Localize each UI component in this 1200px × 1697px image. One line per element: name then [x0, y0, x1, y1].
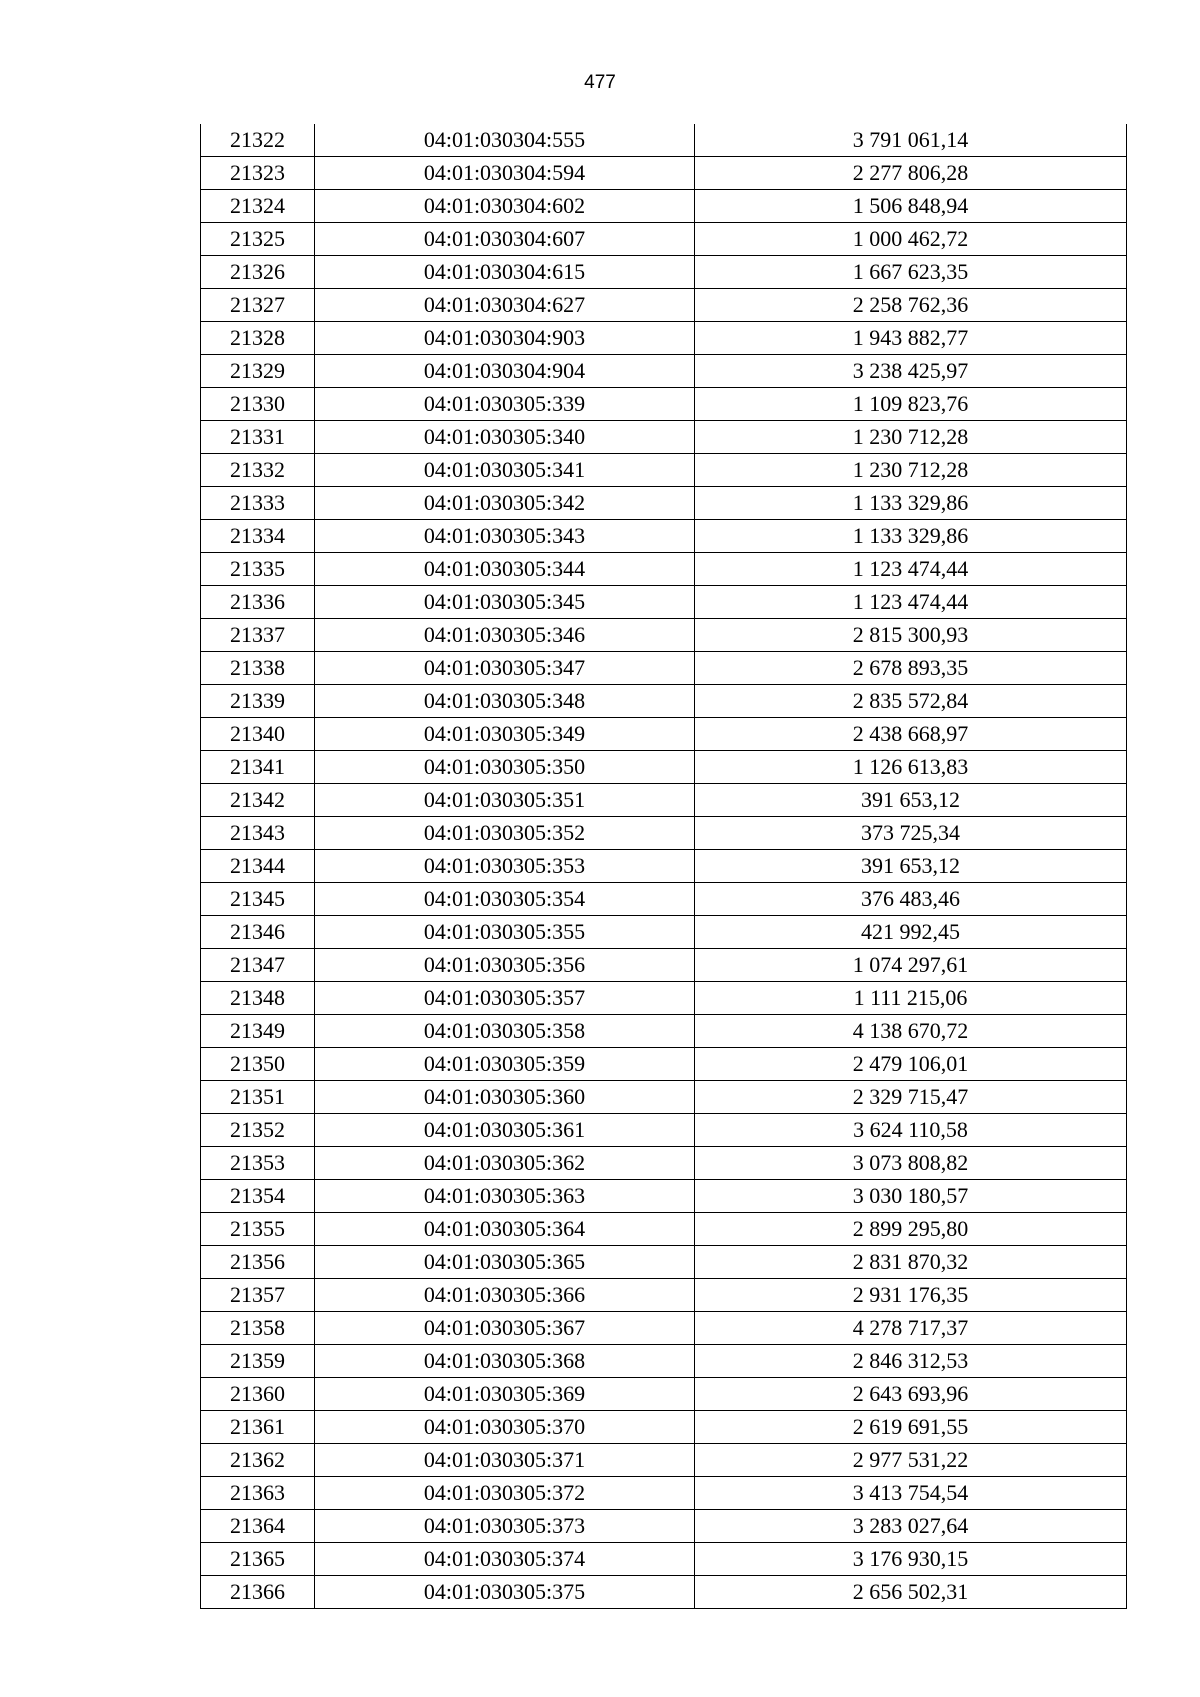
cadastral-value-cell: 2 438 668,97 [695, 718, 1127, 751]
cadastral-value-cell: 1 123 474,44 [695, 586, 1127, 619]
cadastral-number-cell: 04:01:030304:615 [315, 256, 695, 289]
row-number-cell: 21362 [201, 1444, 315, 1477]
table-row [201, 1345, 1127, 1378]
row-number-cell: 21342 [201, 784, 315, 817]
cadastral-value-cell: 4 138 670,72 [695, 1015, 1127, 1048]
cadastral-number-cell: 04:01:030304:904 [315, 355, 695, 388]
table-row [201, 619, 1127, 652]
cadastral-value-cell: 2 329 715,47 [695, 1081, 1127, 1114]
table-body [201, 124, 1127, 1609]
row-number-cell: 21350 [201, 1048, 315, 1081]
cadastral-number-cell: 04:01:030305:344 [315, 553, 695, 586]
page-number: 477 [584, 72, 616, 93]
cadastral-number-cell: 04:01:030305:345 [315, 586, 695, 619]
cadastral-number-cell: 04:01:030304:903 [315, 322, 695, 355]
table-row [201, 1081, 1127, 1114]
cadastral-value-cell: 4 278 717,37 [695, 1312, 1127, 1345]
cadastral-number-cell: 04:01:030304:607 [315, 223, 695, 256]
cadastral-number-cell: 04:01:030304:627 [315, 289, 695, 322]
cadastral-number-cell: 04:01:030305:362 [315, 1147, 695, 1180]
cadastral-value-cell: 2 479 106,01 [695, 1048, 1127, 1081]
table-row [201, 586, 1127, 619]
row-number-cell: 21363 [201, 1477, 315, 1510]
row-number-cell: 21336 [201, 586, 315, 619]
table-row [201, 124, 1127, 157]
cadastral-number-cell: 04:01:030305:342 [315, 487, 695, 520]
cadastral-number-cell: 04:01:030305:343 [315, 520, 695, 553]
row-number-cell: 21353 [201, 1147, 315, 1180]
table-row [201, 388, 1127, 421]
row-number-cell: 21332 [201, 454, 315, 487]
cadastral-number-cell: 04:01:030305:358 [315, 1015, 695, 1048]
row-number-cell: 21352 [201, 1114, 315, 1147]
table-row [201, 1444, 1127, 1477]
row-number-cell: 21355 [201, 1213, 315, 1246]
row-number-cell: 21326 [201, 256, 315, 289]
cadastral-number-cell: 04:01:030305:360 [315, 1081, 695, 1114]
cadastral-value-cell: 2 643 693,96 [695, 1378, 1127, 1411]
table-row [201, 487, 1127, 520]
cadastral-number-cell: 04:01:030305:349 [315, 718, 695, 751]
cadastral-value-cell: 376 483,46 [695, 883, 1127, 916]
row-number-cell: 21322 [201, 124, 315, 157]
cadastral-value-cell: 2 656 502,31 [695, 1576, 1127, 1609]
row-number-cell: 21349 [201, 1015, 315, 1048]
row-number-cell: 21343 [201, 817, 315, 850]
table-row [201, 1312, 1127, 1345]
table-row [201, 1279, 1127, 1312]
row-number-cell: 21365 [201, 1543, 315, 1576]
table-row [201, 1246, 1127, 1279]
cadastral-number-cell: 04:01:030305:355 [315, 916, 695, 949]
cadastral-number-cell: 04:01:030305:356 [315, 949, 695, 982]
row-number-cell: 21364 [201, 1510, 315, 1543]
cadastral-number-cell: 04:01:030305:339 [315, 388, 695, 421]
cadastral-value-cell: 1 000 462,72 [695, 223, 1127, 256]
cadastral-value-cell: 1 230 712,28 [695, 421, 1127, 454]
table-row [201, 289, 1127, 322]
cadastral-value-cell: 2 678 893,35 [695, 652, 1127, 685]
cadastral-value-cell: 1 123 474,44 [695, 553, 1127, 586]
table-row [201, 982, 1127, 1015]
row-number-cell: 21344 [201, 850, 315, 883]
row-number-cell: 21347 [201, 949, 315, 982]
cadastral-value-cell: 391 653,12 [695, 784, 1127, 817]
cadastral-number-cell: 04:01:030305:370 [315, 1411, 695, 1444]
cadastral-value-cell: 1 133 329,86 [695, 520, 1127, 553]
row-number-cell: 21360 [201, 1378, 315, 1411]
row-number-cell: 21345 [201, 883, 315, 916]
table-row [201, 322, 1127, 355]
cadastral-value-cell: 1 943 882,77 [695, 322, 1127, 355]
cadastral-number-cell: 04:01:030305:364 [315, 1213, 695, 1246]
cadastral-value-cell: 1 109 823,76 [695, 388, 1127, 421]
cadastral-value-cell: 3 413 754,54 [695, 1477, 1127, 1510]
cadastral-number-cell: 04:01:030305:351 [315, 784, 695, 817]
cadastral-number-cell: 04:01:030305:361 [315, 1114, 695, 1147]
table-row [201, 553, 1127, 586]
row-number-cell: 21325 [201, 223, 315, 256]
row-number-cell: 21361 [201, 1411, 315, 1444]
cadastral-number-cell: 04:01:030305:371 [315, 1444, 695, 1477]
table-row [201, 850, 1127, 883]
row-number-cell: 21329 [201, 355, 315, 388]
cadastral-value-cell: 3 238 425,97 [695, 355, 1127, 388]
table-row [201, 784, 1127, 817]
row-number-cell: 21358 [201, 1312, 315, 1345]
cadastral-value-cell: 2 931 176,35 [695, 1279, 1127, 1312]
cadastral-number-cell: 04:01:030305:346 [315, 619, 695, 652]
cadastral-number-cell: 04:01:030305:341 [315, 454, 695, 487]
cadastral-value-cell: 373 725,34 [695, 817, 1127, 850]
cadastral-number-cell: 04:01:030305:363 [315, 1180, 695, 1213]
row-number-cell: 21359 [201, 1345, 315, 1378]
cadastral-number-cell: 04:01:030305:367 [315, 1312, 695, 1345]
cadastral-value-cell: 2 899 295,80 [695, 1213, 1127, 1246]
row-number-cell: 21357 [201, 1279, 315, 1312]
row-number-cell: 21327 [201, 289, 315, 322]
table-row [201, 157, 1127, 190]
table-row [201, 1213, 1127, 1246]
cadastral-number-cell: 04:01:030305:348 [315, 685, 695, 718]
cadastral-value-cell: 2 835 572,84 [695, 685, 1127, 718]
cadastral-value-cell: 2 815 300,93 [695, 619, 1127, 652]
row-number-cell: 21330 [201, 388, 315, 421]
table-row [201, 1180, 1127, 1213]
cadastral-number-cell: 04:01:030304:594 [315, 157, 695, 190]
cadastral-number-cell: 04:01:030305:357 [315, 982, 695, 1015]
row-number-cell: 21338 [201, 652, 315, 685]
cadastral-number-cell: 04:01:030305:340 [315, 421, 695, 454]
row-number-cell: 21354 [201, 1180, 315, 1213]
table-row [201, 1477, 1127, 1510]
cadastral-value-cell: 391 653,12 [695, 850, 1127, 883]
cadastral-value-cell: 1 133 329,86 [695, 487, 1127, 520]
row-number-cell: 21366 [201, 1576, 315, 1609]
cadastral-number-cell: 04:01:030305:374 [315, 1543, 695, 1576]
table-row [201, 1147, 1127, 1180]
table-row [201, 718, 1127, 751]
cadastral-value-cell: 2 831 870,32 [695, 1246, 1127, 1279]
cadastral-value-cell: 3 176 930,15 [695, 1543, 1127, 1576]
table-row [201, 1411, 1127, 1444]
table-row [201, 817, 1127, 850]
cadastral-value-cell: 1 667 623,35 [695, 256, 1127, 289]
cadastral-number-cell: 04:01:030305:375 [315, 1576, 695, 1609]
cadastral-number-cell: 04:01:030305:359 [315, 1048, 695, 1081]
cadastral-value-cell: 3 283 027,64 [695, 1510, 1127, 1543]
table-row [201, 1510, 1127, 1543]
table-row [201, 454, 1127, 487]
table-row [201, 1378, 1127, 1411]
table-row [201, 916, 1127, 949]
cadastral-number-cell: 04:01:030305:369 [315, 1378, 695, 1411]
cadastral-number-cell: 04:01:030304:555 [315, 124, 695, 157]
row-number-cell: 21334 [201, 520, 315, 553]
cadastral-value-cell: 2 619 691,55 [695, 1411, 1127, 1444]
cadastral-value-cell: 3 624 110,58 [695, 1114, 1127, 1147]
cadastral-value-cell: 1 126 613,83 [695, 751, 1127, 784]
cadastral-number-cell: 04:01:030305:365 [315, 1246, 695, 1279]
cadastral-value-cell: 1 111 215,06 [695, 982, 1127, 1015]
table-row [201, 652, 1127, 685]
cadastral-number-cell: 04:01:030305:368 [315, 1345, 695, 1378]
cadastral-number-cell: 04:01:030304:602 [315, 190, 695, 223]
row-number-cell: 21335 [201, 553, 315, 586]
table-row [201, 1048, 1127, 1081]
row-number-cell: 21333 [201, 487, 315, 520]
table-row [201, 751, 1127, 784]
table-row [201, 190, 1127, 223]
cadastral-number-cell: 04:01:030305:353 [315, 850, 695, 883]
table-row [201, 520, 1127, 553]
table-row [201, 355, 1127, 388]
row-number-cell: 21339 [201, 685, 315, 718]
row-number-cell: 21351 [201, 1081, 315, 1114]
cadastral-value-cell: 2 277 806,28 [695, 157, 1127, 190]
row-number-cell: 21324 [201, 190, 315, 223]
table-row [201, 1543, 1127, 1576]
cadastral-value-cell: 3 030 180,57 [695, 1180, 1127, 1213]
cadastral-value-cell: 3 791 061,14 [695, 124, 1127, 157]
row-number-cell: 21323 [201, 157, 315, 190]
cadastral-value-cell: 3 073 808,82 [695, 1147, 1127, 1180]
table-row [201, 256, 1127, 289]
table-row [201, 1576, 1127, 1609]
cadastral-value-cell: 2 977 531,22 [695, 1444, 1127, 1477]
row-number-cell: 21356 [201, 1246, 315, 1279]
row-number-cell: 21341 [201, 751, 315, 784]
table-row [201, 883, 1127, 916]
cadastral-number-cell: 04:01:030305:350 [315, 751, 695, 784]
cadastral-value-cell: 1 074 297,61 [695, 949, 1127, 982]
cadastral-number-cell: 04:01:030305:347 [315, 652, 695, 685]
cadastral-number-cell: 04:01:030305:352 [315, 817, 695, 850]
row-number-cell: 21348 [201, 982, 315, 1015]
row-number-cell: 21328 [201, 322, 315, 355]
row-number-cell: 21346 [201, 916, 315, 949]
cadastral-value-cell: 2 846 312,53 [695, 1345, 1127, 1378]
cadastral-value-cell: 2 258 762,36 [695, 289, 1127, 322]
table-row [201, 421, 1127, 454]
cadastral-number-cell: 04:01:030305:366 [315, 1279, 695, 1312]
cadastral-value-cell: 1 506 848,94 [695, 190, 1127, 223]
row-number-cell: 21340 [201, 718, 315, 751]
cadastral-number-cell: 04:01:030305:372 [315, 1477, 695, 1510]
table-row [201, 223, 1127, 256]
cadastral-value-table [200, 124, 1127, 1609]
cadastral-number-cell: 04:01:030305:373 [315, 1510, 695, 1543]
table-row [201, 949, 1127, 982]
cadastral-value-cell: 421 992,45 [695, 916, 1127, 949]
row-number-cell: 21331 [201, 421, 315, 454]
table-row [201, 1114, 1127, 1147]
cadastral-number-cell: 04:01:030305:354 [315, 883, 695, 916]
cadastral-value-cell: 1 230 712,28 [695, 454, 1127, 487]
row-number-cell: 21337 [201, 619, 315, 652]
table-row [201, 1015, 1127, 1048]
table-row [201, 685, 1127, 718]
